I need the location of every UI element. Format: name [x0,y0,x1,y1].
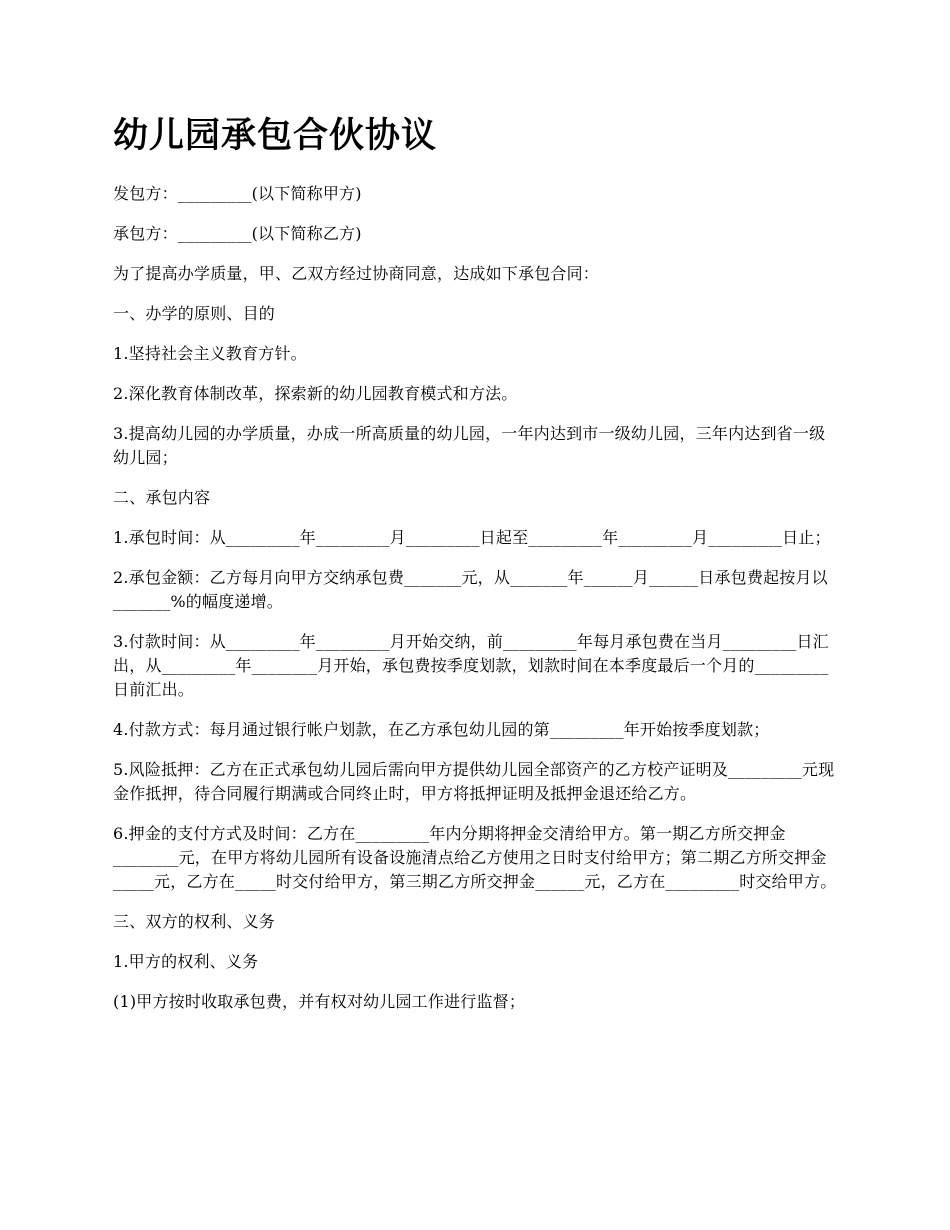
preamble: 为了提高办学质量，甲、乙双方经过协商同意，达成如下承包合同： [113,264,600,283]
clause: 5.风险抵押：乙方在正式承包幼儿园后需向甲方提供幼儿园全部资产的乙方校产证明及_________元现金作抵押，待合同履行期满或合同终止时，甲方将抵押证明及抵押金退还给乙方。 [113,760,835,803]
section-heading: 二、承包内容 [113,488,211,507]
sub-heading: 1.甲方的权利、义务 [113,952,259,971]
clause: 6.押金的支付方式及时间：乙方在_________年内分期将押金交清给甲方。第一期乙方所交押金________元，在甲方将幼儿园所有设备设施清点给乙方使用之日时支付给甲方；第二期乙方所交押金_____元，乙方在_____时交付给甲方，第三期乙方所交押金______元，乙方在_________时交给甲方。 [113,824,837,891]
section-heading: 一、办学的原则、目的 [113,304,276,323]
clause: (1)甲方按时收取承包费，并有权对幼儿园工作进行监督； [113,992,526,1011]
clause: 2.承包金额：乙方每月向甲方交纳承包费_______元，从_______年______月______日承包费起按月以_______%的幅度递增。 [113,568,828,611]
document-title: 幼儿园承包合伙协议 [113,116,438,156]
party-a-line: 发包方：_________(以下简称甲方) [113,184,362,203]
party-b-line: 承包方：_________(以下简称乙方) [113,224,362,243]
clause: 1.坚持社会主义教育方针。 [113,344,307,363]
clause: 3.付款时间：从_________年_________月开始交纳，前_________年每月承包费在当月_________日汇出，从_________年________月开始，承包费按季度划款，划款时间在本季度最后一个月的_________日前汇出。 [113,632,829,699]
clause: 1.承包时间：从_________年_________月_________日起至_________年_________月_________日止； [113,528,831,547]
section-heading: 三、双方的权利、义务 [113,912,276,931]
clause: 2.深化教育体制改革，探索新的幼儿园教育模式和方法。 [113,384,518,403]
document-page [113,110,838,1030]
clause: 3.提高幼儿园的办学质量，办成一所高质量的幼儿园，一年内达到市一级幼儿园，三年内达到省一级幼儿园； [113,424,826,467]
clause: 4.付款方式：每月通过银行帐户划款，在乙方承包幼儿园的第_________年开始按季度划款； [113,720,770,739]
